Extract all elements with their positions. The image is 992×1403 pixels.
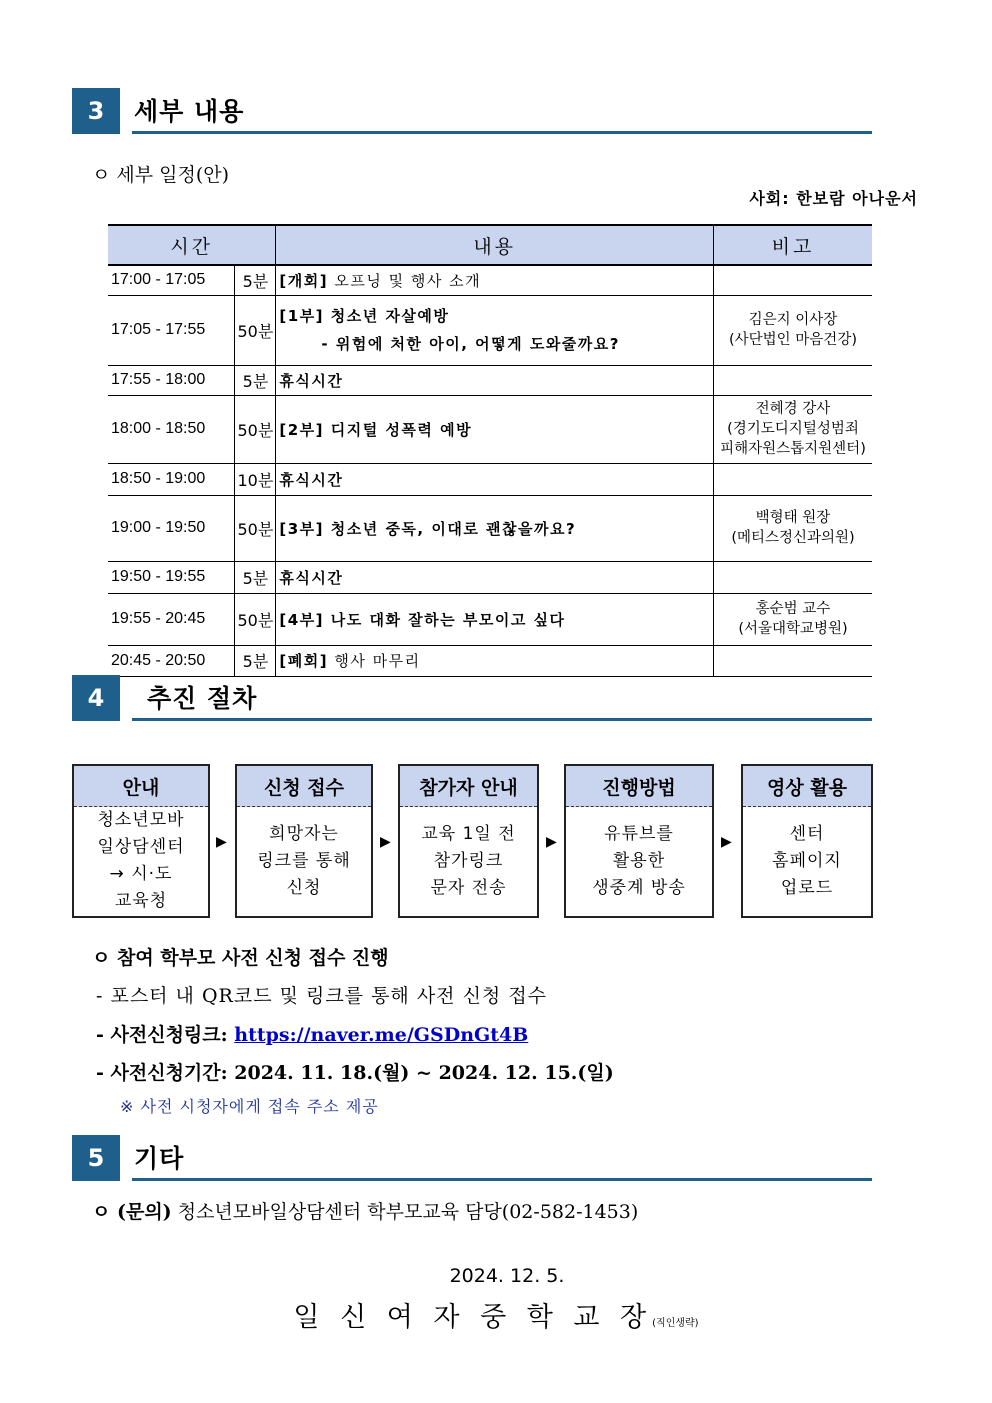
section-title: 기타 [134, 1144, 185, 1173]
row-content-text: 행사 마무리 [328, 652, 421, 670]
flow-step-title: 안내 [74, 766, 208, 807]
flow-step-title: 영상 활용 [743, 766, 871, 807]
flow-step-line: 생중계 방송 [592, 878, 686, 898]
flow-step-line: 센터 [789, 824, 825, 844]
flow-step-line: 일상담센터 [97, 837, 185, 857]
flow-step-apply [235, 764, 373, 918]
speaker-name: 백형태 원장 [755, 510, 831, 526]
section-3-header [72, 88, 872, 134]
table-row [108, 395, 872, 463]
seal-omitted: (직인생략) [652, 1318, 699, 1329]
row-subtitle: - 위험에 처한 아이, 어떻게 도와줄까요? [321, 335, 620, 353]
table-row [108, 265, 872, 295]
row-duration: 50분 [235, 295, 276, 365]
flow-step-notice [398, 764, 539, 918]
speaker-name: 홍순범 교수 [755, 601, 831, 617]
row-note [714, 561, 873, 593]
section-5-header [72, 1135, 872, 1181]
speaker-name: 김은지 이사장 [748, 312, 838, 328]
flow-step-line: → 시·도 [109, 864, 173, 884]
row-content [276, 265, 714, 295]
section-number: 3 [72, 88, 120, 134]
row-content [276, 295, 714, 365]
row-note [714, 265, 873, 295]
section-underline [132, 718, 872, 721]
row-time: 19:50 - 19:55 [108, 561, 235, 593]
flow-step-guide [72, 764, 210, 918]
row-duration: 10분 [235, 463, 276, 495]
flow-step-video [741, 764, 873, 918]
section-underline [132, 1178, 872, 1181]
row-tag: [3부] 청소년 중독, 이대로 괜찮을까요? [279, 519, 577, 538]
row-duration: 50분 [235, 495, 276, 561]
flow-step-body [400, 807, 537, 902]
row-note [714, 645, 873, 676]
footer-date: 2024. 12. 5. [449, 1265, 565, 1287]
row-time: 20:45 - 20:50 [108, 645, 235, 676]
signup-note: ※ 사전 시청자에게 접속 주소 제공 [120, 1097, 379, 1116]
table-row [108, 645, 872, 676]
speaker-org-2: 피해자원스톱지원센터) [720, 441, 866, 457]
flow-step-line: 교육청 [114, 891, 168, 911]
flow-step-body [237, 807, 371, 902]
flow-step-title: 신청 접수 [237, 766, 371, 807]
flow-step-line: 희망자는 [269, 824, 339, 844]
row-duration: 5분 [235, 365, 276, 395]
table-row [108, 365, 872, 395]
row-tag: [개회] [279, 271, 329, 290]
speaker-org: (사단법인 마음건강) [729, 332, 857, 348]
row-content [276, 463, 714, 495]
signup-link-label: - 사전신청링크: [96, 1024, 235, 1046]
flow-step-method [564, 764, 714, 918]
row-content [276, 365, 714, 395]
row-note [714, 593, 873, 645]
row-content [276, 395, 714, 463]
row-tag: [폐회] [279, 652, 329, 670]
arrow-right-icon: ▶ [721, 834, 732, 850]
header-time: 시간 [108, 225, 276, 265]
row-time: 18:50 - 19:00 [108, 463, 235, 495]
schedule-table [108, 224, 872, 677]
section-title: 추진 절차 [147, 684, 258, 713]
row-note [714, 395, 873, 463]
flow-step-body [743, 807, 871, 902]
contact-label: ㅇ (문의) [92, 1201, 172, 1223]
row-content [276, 593, 714, 645]
row-note [714, 495, 873, 561]
row-time: 17:05 - 17:55 [108, 295, 235, 365]
flow-step-title: 진행방법 [566, 766, 712, 807]
host-text: 사회: 한보람 아나운서 [749, 189, 918, 208]
table-row [108, 463, 872, 495]
row-note [714, 463, 873, 495]
flow-step-line: 홈페이지 [772, 851, 842, 871]
section-title: 세부 내용 [134, 97, 245, 126]
row-tag: 휴식시간 [279, 470, 344, 489]
row-content [276, 495, 714, 561]
table-row [108, 593, 872, 645]
table-row [108, 295, 872, 365]
row-time: 17:00 - 17:05 [108, 265, 235, 295]
header-content: 내용 [276, 225, 714, 265]
flow-step-body [566, 807, 712, 902]
section-4-header [72, 675, 872, 721]
arrow-right-icon: ▶ [546, 834, 557, 850]
flow-step-line: 청소년모바 [97, 810, 185, 830]
speaker-org: (메티스정신과의원) [731, 530, 855, 546]
flow-step-line: 문자 전송 [430, 878, 507, 898]
table-header-row [108, 225, 872, 265]
flow-step-body [74, 807, 208, 915]
signup-line-link [96, 1020, 528, 1047]
signup-title: ㅇ 참여 학부모 사전 신청 접수 진행 [92, 947, 389, 969]
signup-line-period: - 사전신청기간: 2024. 11. 18.(월) ~ 2024. 12. 15.(일) [96, 1062, 614, 1084]
arrow-right-icon: ▶ [380, 834, 391, 850]
speaker-org: (경기도디지털성범죄 [727, 421, 859, 437]
speaker-org: (서울대학교병원) [738, 621, 848, 637]
speaker-name: 전혜경 강사 [755, 401, 831, 417]
arrow-right-icon: ▶ [216, 834, 227, 850]
row-tag: 휴식시간 [279, 371, 344, 390]
row-tag: [2부] 디지털 성폭력 예방 [279, 420, 473, 439]
row-time: 17:55 - 18:00 [108, 365, 235, 395]
flow-step-line: 활용한 [612, 851, 666, 871]
signup-link[interactable]: https://naver.me/GSDnGt4B [234, 1024, 529, 1046]
row-tag: [1부] 청소년 자살예방 [279, 307, 450, 325]
signer-name: 일 신 여 자 중 학 교 장 [293, 1302, 653, 1333]
flow-step-line: 링크를 통해 [257, 851, 351, 871]
row-content [276, 645, 714, 676]
section-underline [132, 131, 872, 134]
section-number: 5 [72, 1135, 120, 1181]
row-time: 18:00 - 18:50 [108, 395, 235, 463]
row-duration: 5분 [235, 561, 276, 593]
contact-line [92, 1197, 638, 1224]
row-duration: 5분 [235, 265, 276, 295]
header-note: 비고 [714, 225, 873, 265]
flow-step-line: 참가링크 [433, 851, 504, 871]
row-content-text: 오프닝 및 행사 소개 [328, 271, 482, 290]
flow-step-line: 교육 1일 전 [421, 824, 516, 844]
flow-step-title: 참가자 안내 [400, 766, 537, 807]
section-number: 4 [72, 675, 120, 721]
row-note [714, 365, 873, 395]
flow-step-line: 업로드 [780, 878, 834, 898]
footer-signer [0, 1295, 992, 1334]
row-duration: 50분 [235, 593, 276, 645]
table-row [108, 561, 872, 593]
row-tag: [4부] 나도 대화 잘하는 부모이고 싶다 [279, 610, 566, 629]
row-tag: 휴식시간 [279, 568, 344, 587]
row-content [276, 561, 714, 593]
flow-step-line: 유튜브를 [604, 824, 674, 844]
row-time: 19:55 - 20:45 [108, 593, 235, 645]
flow-step-line: 신청 [286, 878, 322, 898]
row-duration: 5분 [235, 645, 276, 676]
signup-line-qr: - 포스터 내 QR코드 및 링크를 통해 사전 신청 접수 [96, 985, 548, 1007]
row-duration: 50분 [235, 395, 276, 463]
contact-text: 청소년모바일상담센터 학부모교육 담당(02-582-1453) [171, 1201, 639, 1223]
table-row [108, 495, 872, 561]
row-note [714, 295, 873, 365]
row-time: 19:00 - 19:50 [108, 495, 235, 561]
schedule-title: ㅇ 세부 일정(안) [92, 164, 230, 186]
